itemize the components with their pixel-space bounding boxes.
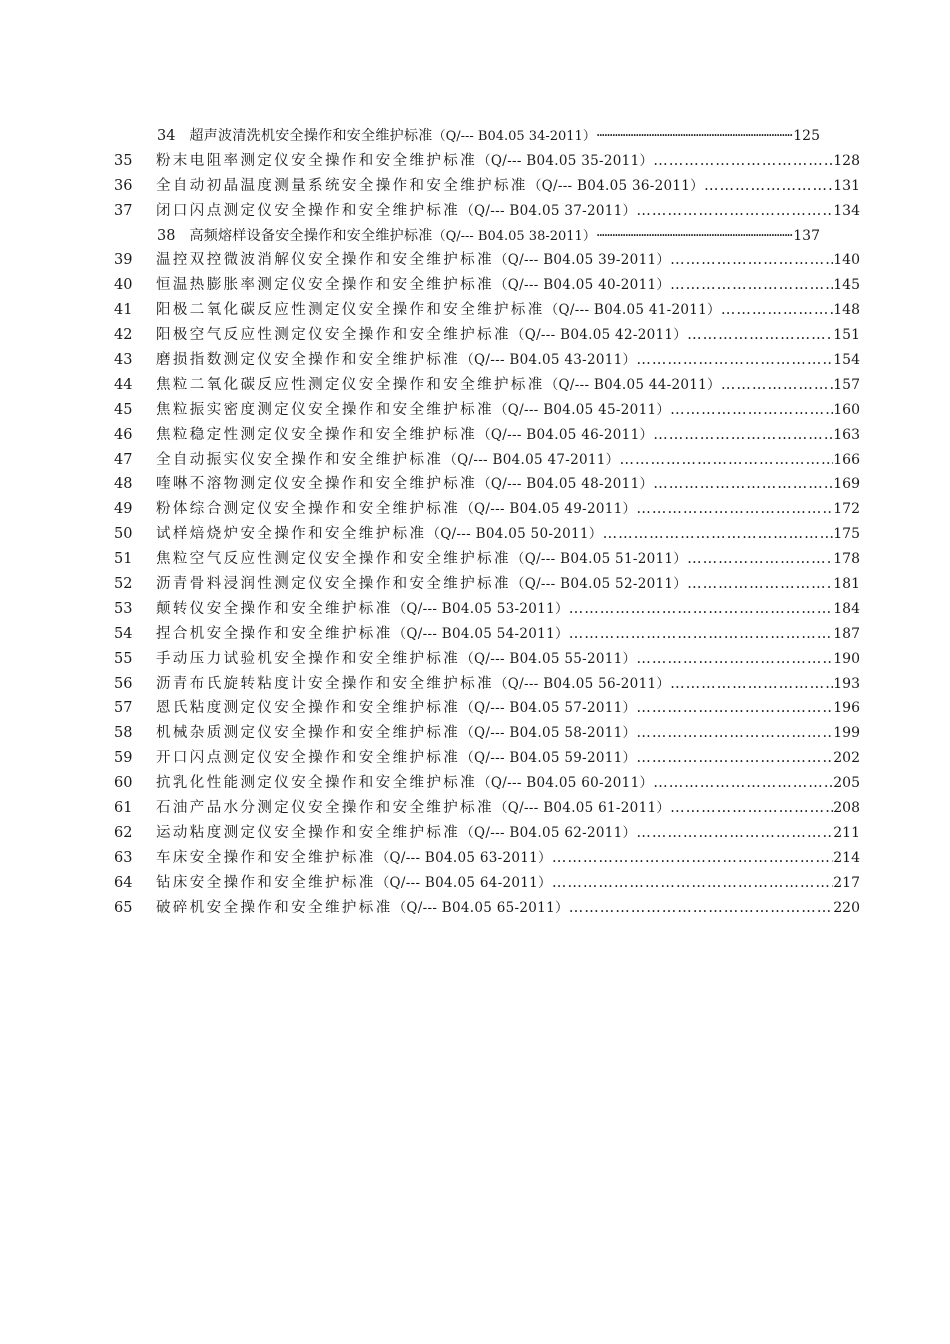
toc-entry-line	[156, 846, 860, 871]
toc-leader-dots	[636, 746, 833, 771]
toc-entry-title: 粉末电阻率测定仪安全操作和安全维护标准	[156, 152, 478, 169]
toc-entry-title: 焦粒二氧化碳反应性测定仪安全操作和安全维护标准	[156, 376, 545, 393]
toc-entry-line	[156, 273, 860, 298]
toc-entry-page: 172	[833, 501, 860, 518]
toc-entry-title: 颠转仪安全操作和安全维护标准	[156, 600, 393, 617]
toc-entry-page: 193	[833, 675, 860, 692]
toc-entry-page: 140	[833, 252, 860, 269]
toc-entry[interactable]	[0, 846, 950, 871]
toc-entry-standard-code: （Q/--- B04.05 41-2011）	[544, 302, 721, 319]
toc-entry-line	[156, 672, 860, 697]
toc-entry[interactable]	[0, 547, 950, 572]
toc-entry-title: 阳极二氧化碳反应性测定仪安全操作和安全维护标准	[156, 302, 545, 319]
toc-entry-number: 43	[114, 352, 133, 369]
toc-leader-dots	[552, 871, 833, 896]
toc-entry-title: 粉体综合测定仪安全操作和安全维护标准	[156, 501, 461, 518]
toc-entry-title: 石油产品水分测定仪安全操作和安全维护标准	[156, 800, 494, 817]
toc-entry-standard-code: （Q/--- B04.05 46-2011）	[477, 426, 654, 443]
toc-leader-dots	[721, 373, 833, 398]
toc-entry-inline-number: 38	[157, 227, 176, 244]
toc-leader-dots	[636, 647, 833, 672]
toc-entry-page: 131	[833, 177, 860, 194]
toc-entry-line	[156, 298, 860, 323]
toc-entry-number: 57	[114, 700, 133, 717]
toc-entry-line	[156, 647, 860, 672]
toc-entry[interactable]	[0, 796, 950, 821]
toc-entry-number: 47	[114, 451, 133, 468]
toc-entry-title: 高频熔样设备安全操作和安全维护标准	[189, 227, 433, 244]
toc-leader-dots	[636, 821, 833, 846]
toc-leader-dots	[687, 572, 833, 597]
toc-entry-title: 喹啉不溶物测定仪安全操作和安全维护标准	[156, 476, 478, 493]
toc-entry-page: 128	[833, 152, 860, 169]
toc-entry-title: 沥青骨料浸润性测定仪安全操作和安全维护标准	[156, 576, 511, 593]
toc-leader-dots	[670, 248, 833, 273]
table-of-contents	[0, 124, 950, 921]
toc-entry-standard-code: （Q/--- B04.05 37-2011）	[460, 202, 637, 219]
toc-entry-page: 160	[833, 401, 860, 418]
toc-entry-inline-number: 34	[157, 128, 176, 144]
toc-entry-line	[156, 597, 860, 622]
toc-entry-standard-code: （Q/--- B04.05 44-2011）	[544, 376, 721, 393]
toc-entry[interactable]	[0, 622, 950, 647]
toc-entry-number: 45	[114, 401, 133, 418]
toc-entry-title: 焦粒空气反应性测定仪安全操作和安全维护标准	[156, 551, 511, 568]
toc-entry[interactable]	[0, 871, 950, 896]
toc-entry-standard-code: （Q/--- B04.05 61-2011）	[494, 800, 671, 817]
toc-entry-line	[156, 746, 860, 771]
toc-entry-number: 44	[114, 376, 133, 393]
toc-entry-number: 40	[114, 277, 133, 294]
toc-entry[interactable]	[0, 497, 950, 522]
toc-entry-page: 137	[793, 227, 820, 244]
toc-entry[interactable]	[0, 373, 950, 398]
toc-leader-dots	[704, 174, 833, 199]
toc-leader-dots	[636, 696, 833, 721]
toc-entry[interactable]	[0, 348, 950, 373]
toc-leader-dots	[619, 448, 833, 473]
toc-entry-page: 205	[833, 775, 860, 792]
toc-entry-number: 60	[114, 775, 133, 792]
toc-leader-dots	[569, 597, 834, 622]
toc-entry[interactable]	[0, 771, 950, 796]
toc-entry-line	[156, 323, 860, 348]
toc-leader-dots	[687, 323, 833, 348]
toc-entry[interactable]	[0, 672, 950, 697]
toc-entry-page: 175	[833, 526, 860, 543]
toc-entry-standard-code: （Q/--- B04.05 34-2011）	[432, 129, 596, 144]
toc-entry-number: 59	[114, 750, 133, 767]
toc-entry-title: 闭口闪点测定仪安全操作和安全维护标准	[156, 202, 461, 219]
toc-entry-page: 157	[833, 376, 860, 393]
toc-entry-line	[156, 248, 860, 273]
toc-entry-standard-code: （Q/--- B04.05 59-2011）	[460, 750, 637, 767]
toc-entry-standard-code: （Q/--- B04.05 55-2011）	[460, 650, 637, 667]
toc-entry-standard-code: （Q/--- B04.05 43-2011）	[460, 352, 637, 369]
toc-entry-line	[156, 448, 860, 473]
toc-entry[interactable]	[0, 398, 950, 423]
toc-entry[interactable]	[0, 448, 950, 473]
toc-entry-page: 220	[833, 899, 860, 916]
toc-entry-standard-code: （Q/--- B04.05 54-2011）	[392, 625, 569, 642]
toc-entry-page: 134	[833, 202, 860, 219]
toc-entry-standard-code: （Q/--- B04.05 45-2011）	[494, 401, 671, 418]
toc-entry-title: 阳极空气反应性测定仪安全操作和安全维护标准	[156, 327, 511, 344]
toc-entry-standard-code: （Q/--- B04.05 42-2011）	[510, 327, 688, 344]
toc-entry-title: 焦粒稳定性测定仪安全操作和安全维护标准	[156, 426, 478, 443]
toc-entry[interactable]	[0, 224, 950, 249]
toc-entry[interactable]	[0, 721, 950, 746]
toc-entry-page: 166	[833, 451, 860, 468]
toc-entry[interactable]	[0, 746, 950, 771]
toc-entry-title: 机械杂质测定仪安全操作和安全维护标准	[156, 725, 461, 742]
toc-entry-title: 钻床安全操作和安全维护标准	[156, 874, 376, 891]
toc-entry[interactable]	[0, 821, 950, 846]
toc-entry[interactable]	[0, 572, 950, 597]
toc-entry-number: 64	[114, 874, 133, 891]
toc-entry-standard-code: （Q/--- B04.05 38-2011）	[432, 228, 596, 244]
toc-entry[interactable]	[0, 423, 950, 448]
toc-entry-page: 184	[833, 600, 860, 617]
toc-entry-line	[156, 721, 860, 746]
toc-entry-line	[157, 224, 820, 250]
toc-entry-number: 53	[114, 600, 133, 617]
toc-entry-standard-code: （Q/--- B04.05 56-2011）	[494, 675, 671, 692]
toc-entry-page: 125	[793, 128, 820, 144]
toc-entry-title: 车床安全操作和安全维护标准	[156, 849, 376, 866]
toc-entry-number: 39	[114, 252, 133, 269]
toc-entry-line	[156, 348, 860, 373]
toc-leader-dots	[653, 149, 833, 174]
toc-entry-line	[156, 572, 860, 597]
toc-entry-line	[156, 472, 860, 497]
toc-entry-standard-code: （Q/--- B04.05 51-2011）	[510, 551, 688, 568]
toc-entry-number: 48	[114, 476, 133, 493]
toc-leader-dots	[670, 273, 833, 298]
toc-entry[interactable]	[0, 647, 950, 672]
toc-leader-dots	[653, 472, 833, 497]
toc-leader-dots	[721, 298, 833, 323]
toc-entry-title: 试样焙烧炉安全操作和安全维护标准	[156, 526, 427, 543]
toc-entry-number: 37	[114, 202, 133, 219]
toc-leader-dots	[636, 348, 833, 373]
toc-leader-dots	[569, 896, 834, 921]
toc-entry[interactable]	[0, 522, 950, 547]
toc-entry-line	[157, 124, 820, 150]
toc-entry-title: 开口闪点测定仪安全操作和安全维护标准	[156, 750, 461, 767]
toc-entry-standard-code: （Q/--- B04.05 65-2011）	[392, 899, 569, 916]
toc-entry[interactable]	[0, 273, 950, 298]
toc-entry-line	[156, 149, 860, 174]
toc-entry-page: 199	[833, 725, 860, 742]
toc-entry-page: 202	[833, 750, 860, 767]
toc-entry-line	[156, 896, 860, 921]
toc-entry-title: 磨损指数测定仪安全操作和安全维护标准	[156, 352, 461, 369]
toc-entry[interactable]	[0, 696, 950, 721]
toc-entry-standard-code: （Q/--- B04.05 40-2011）	[494, 277, 671, 294]
toc-entry-page: 187	[833, 625, 860, 642]
toc-entry-standard-code: （Q/--- B04.05 58-2011）	[460, 725, 637, 742]
toc-entry-line	[156, 796, 860, 821]
toc-leader-dots	[636, 199, 833, 224]
toc-entry-number: 54	[114, 625, 133, 642]
toc-entry-standard-code: （Q/--- B04.05 57-2011）	[460, 700, 637, 717]
toc-entry-line	[156, 622, 860, 647]
toc-leader-dots	[670, 398, 833, 423]
toc-entry-line	[156, 398, 860, 423]
toc-entry-line	[156, 696, 860, 721]
toc-entry-standard-code: （Q/--- B04.05 60-2011）	[477, 775, 654, 792]
toc-entry-number: 56	[114, 675, 133, 692]
toc-leader-dots	[670, 672, 833, 697]
toc-entry-number: 35	[114, 152, 133, 169]
toc-entry-title: 全自动振实仪安全操作和安全维护标准	[156, 451, 444, 468]
toc-entry-title: 破碎机安全操作和安全维护标准	[156, 899, 393, 916]
toc-leader-dots	[636, 721, 833, 746]
toc-entry-number: 41	[114, 302, 133, 319]
toc-entry-page: 169	[833, 476, 860, 493]
toc-entry[interactable]	[0, 174, 950, 199]
toc-entry-page: 208	[833, 800, 860, 817]
toc-entry-page: 190	[833, 650, 860, 667]
toc-entry-number: 46	[114, 426, 133, 443]
toc-leader-dots	[653, 423, 833, 448]
toc-entry-title: 运动粘度测定仪安全操作和安全维护标准	[156, 824, 461, 841]
toc-entry-title: 捏合机安全操作和安全维护标准	[156, 625, 393, 642]
toc-entry-title: 超声波清洗机安全操作和安全维护标准	[189, 128, 433, 144]
toc-entry-title: 抗乳化性能测定仪安全操作和安全维护标准	[156, 775, 478, 792]
toc-leader-dots	[653, 771, 833, 796]
toc-entry-title: 沥青布氏旋转粘度计安全操作和安全维护标准	[156, 675, 494, 692]
toc-entry[interactable]	[0, 597, 950, 622]
toc-entry-title: 手动压力试验机安全操作和安全维护标准	[156, 650, 461, 667]
toc-entry[interactable]	[0, 124, 950, 149]
toc-entry-number: 50	[114, 526, 133, 543]
toc-entry-line	[156, 821, 860, 846]
toc-entry-standard-code: （Q/--- B04.05 53-2011）	[392, 600, 569, 617]
toc-entry-page: 217	[833, 874, 860, 891]
toc-entry-standard-code: （Q/--- B04.05 36-2011）	[527, 177, 704, 194]
toc-entry-standard-code: （Q/--- B04.05 39-2011）	[494, 252, 671, 269]
toc-leader-dots	[636, 497, 833, 522]
toc-entry[interactable]	[0, 472, 950, 497]
toc-entry-number: 61	[114, 800, 133, 817]
toc-entry-page: 211	[833, 824, 860, 841]
toc-entry-line	[156, 871, 860, 896]
toc-leader-dots	[603, 522, 834, 547]
toc-entry-standard-code: （Q/--- B04.05 63-2011）	[375, 849, 552, 866]
toc-entry[interactable]	[0, 323, 950, 348]
toc-entry-line	[156, 497, 860, 522]
toc-entry[interactable]	[0, 298, 950, 323]
toc-leader-dots	[670, 796, 833, 821]
toc-entry-line	[156, 522, 860, 547]
toc-entry-standard-code: （Q/--- B04.05 49-2011）	[460, 501, 637, 518]
toc-entry-page: 178	[833, 551, 860, 568]
toc-leader-dots	[687, 547, 833, 572]
toc-entry-standard-code: （Q/--- B04.05 64-2011）	[375, 874, 552, 891]
toc-entry-number: 62	[114, 824, 133, 841]
toc-entry-title: 焦粒振实密度测定仪安全操作和安全维护标准	[156, 401, 494, 418]
toc-entry-line	[156, 174, 860, 199]
toc-entry-line	[156, 547, 860, 572]
toc-entry-standard-code: （Q/--- B04.05 62-2011）	[460, 824, 637, 841]
toc-entry-number: 63	[114, 849, 133, 866]
toc-entry-standard-code: （Q/--- B04.05 52-2011）	[510, 576, 688, 593]
toc-entry-title: 恒温热膨胀率测定仪安全操作和安全维护标准	[156, 277, 494, 294]
toc-entry-standard-code: （Q/--- B04.05 48-2011）	[477, 476, 654, 493]
toc-entry[interactable]	[0, 248, 950, 273]
toc-entry-number: 36	[114, 177, 133, 194]
toc-entry-page: 151	[833, 327, 860, 344]
toc-entry[interactable]	[0, 896, 950, 921]
toc-entry-page: 145	[833, 277, 860, 294]
toc-entry[interactable]	[0, 149, 950, 174]
toc-entry-line	[156, 373, 860, 398]
toc-entry-line	[156, 771, 860, 796]
toc-entry-title: 恩氏粘度测定仪安全操作和安全维护标准	[156, 700, 461, 717]
toc-entry[interactable]	[0, 199, 950, 224]
toc-entry-page: 214	[833, 849, 860, 866]
toc-entry-title: 全自动初晶温度测量系统安全操作和安全维护标准	[156, 177, 528, 194]
toc-entry-page: 154	[833, 352, 860, 369]
toc-entry-number: 49	[114, 501, 133, 518]
toc-entry-number: 55	[114, 650, 133, 667]
toc-entry-number: 51	[114, 551, 133, 568]
toc-leader-dots	[552, 846, 833, 871]
toc-entry-standard-code: （Q/--- B04.05 35-2011）	[477, 152, 654, 169]
toc-entry-number: 42	[114, 327, 133, 344]
toc-entry-page: 196	[833, 700, 860, 717]
toc-entry-number: 58	[114, 725, 133, 742]
toc-entry-page: 148	[833, 302, 860, 319]
toc-entry-line	[156, 423, 860, 448]
toc-entry-number: 52	[114, 576, 133, 593]
toc-leader-dots	[596, 124, 793, 149]
toc-leader-dots	[596, 224, 793, 249]
toc-entry-standard-code: （Q/--- B04.05 50-2011）	[426, 526, 603, 543]
toc-entry-standard-code: （Q/--- B04.05 47-2011）	[443, 451, 620, 468]
toc-entry-title: 温控双控微波消解仪安全操作和安全维护标准	[156, 252, 494, 269]
toc-entry-page: 163	[833, 426, 860, 443]
toc-entry-number: 65	[114, 899, 133, 916]
toc-entry-page: 181	[833, 576, 860, 593]
toc-entry-line	[156, 199, 860, 224]
toc-leader-dots	[569, 622, 834, 647]
